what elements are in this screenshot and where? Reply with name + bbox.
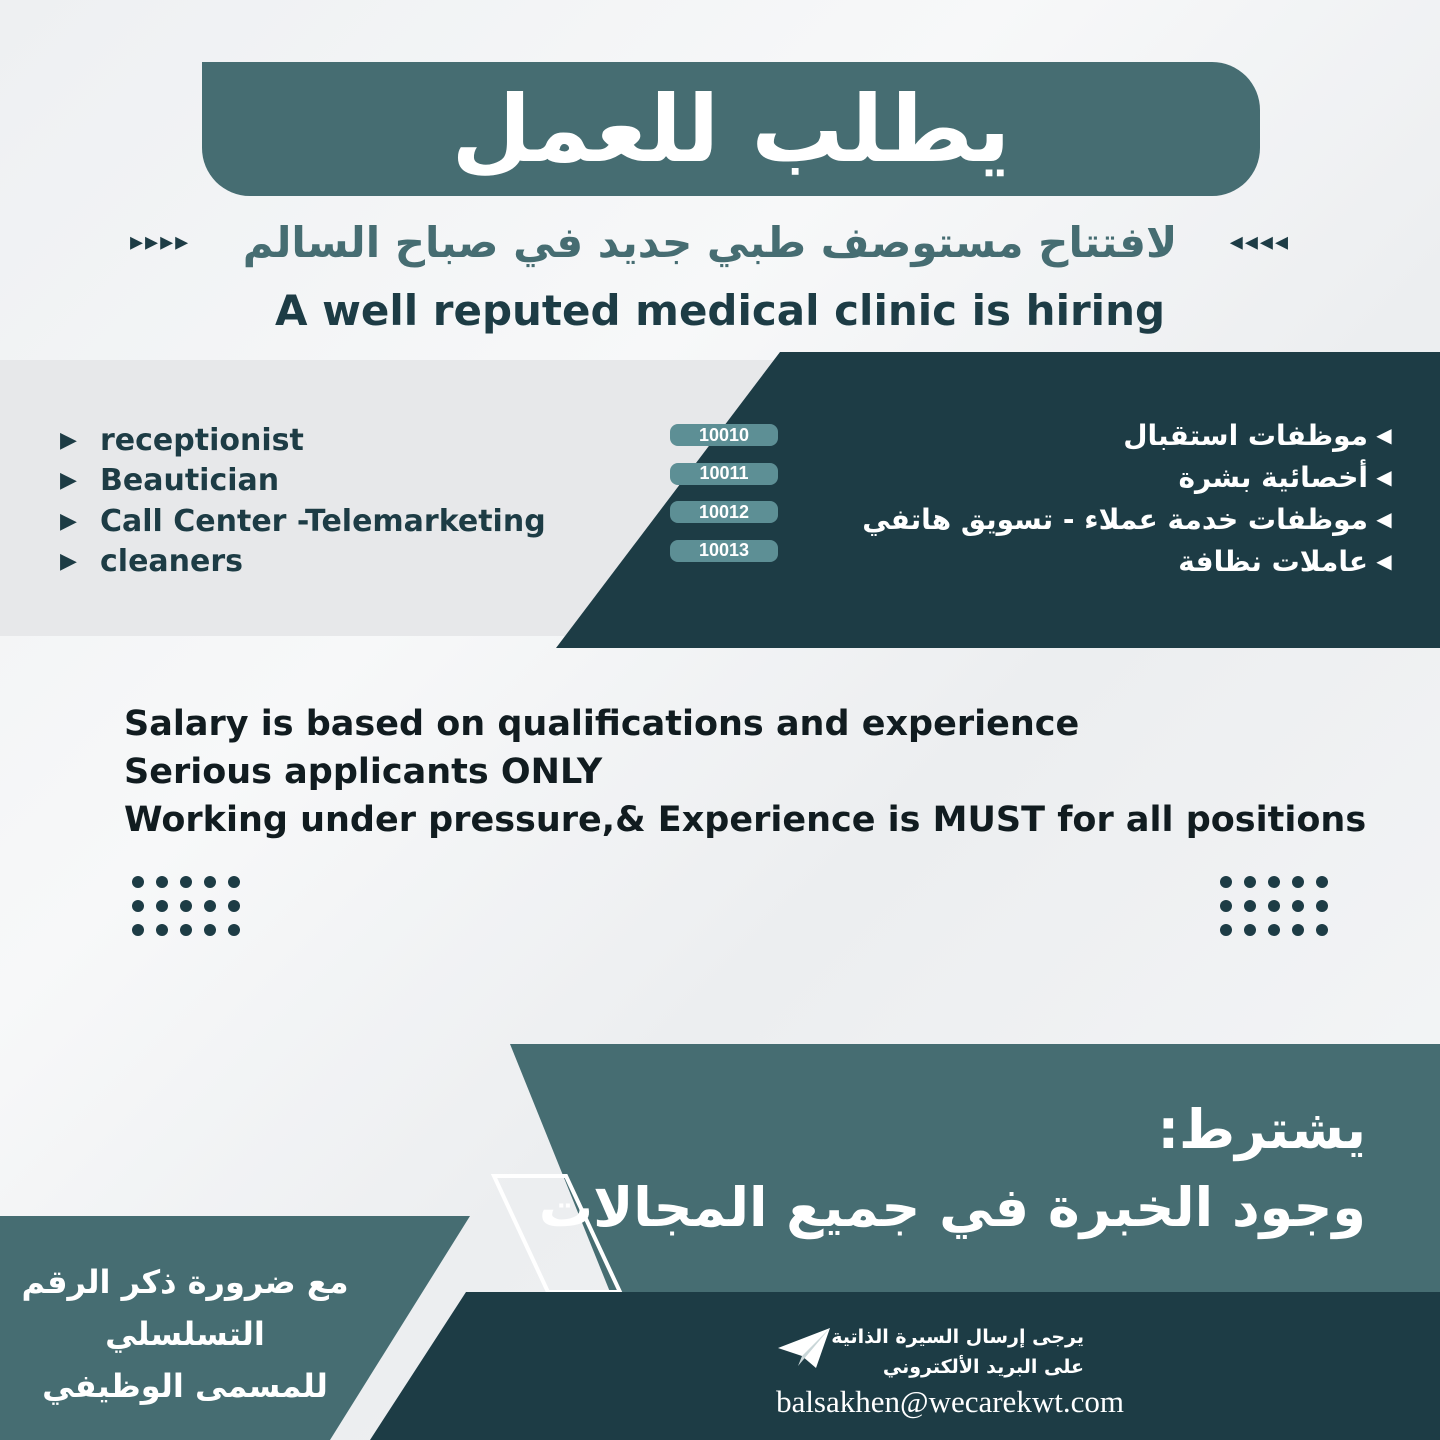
dot (180, 876, 192, 888)
dot (1220, 900, 1232, 912)
list-item (60, 542, 546, 583)
triangle-bullet-icon: ◀ (1376, 507, 1392, 531)
position-english: Call Center -Telemarketing (100, 503, 546, 539)
dot (1244, 876, 1256, 888)
position-code-badge: 10011 (670, 463, 778, 485)
dot (1244, 924, 1256, 936)
contact-email[interactable]: balsakhen@wecarekwt.com (776, 1384, 1124, 1419)
dot (132, 900, 144, 912)
serial-note (20, 1256, 350, 1412)
position-code-badge: 10012 (670, 501, 778, 523)
subtitle-arabic: لافتتاح مستوصف طبي جديد في صباح السالم (242, 217, 1178, 267)
condition-text: وجود الخبرة في جميع المجالات (538, 1176, 1366, 1239)
position-english: cleaners (100, 544, 244, 580)
position-english: Beautician (100, 463, 280, 499)
list-item (60, 501, 546, 542)
dot (204, 924, 216, 936)
position-arabic: موظفات استقبال (1123, 418, 1368, 452)
contact-block (760, 1322, 1140, 1420)
triangle-bullet-icon: ◀ (1376, 465, 1392, 489)
requirement-line: Serious applicants ONLY (124, 752, 603, 792)
header-banner (202, 62, 1260, 196)
list-item (862, 456, 1400, 498)
list-item (60, 461, 546, 502)
dot (204, 876, 216, 888)
dot (228, 924, 240, 936)
triangle-bullet-icon: ▶ (60, 508, 77, 534)
list-item (862, 540, 1400, 582)
position-english: receptionist (100, 422, 304, 458)
dot (180, 924, 192, 936)
position-arabic: عاملات نظافة (1178, 544, 1368, 578)
dot (1268, 924, 1280, 936)
requirements (124, 700, 1366, 844)
dot-grid-right (1220, 876, 1328, 936)
serial-note-line: مع ضرورة ذكر الرقم (21, 1263, 349, 1301)
requirement-line: Salary is based on qualifications and experience (124, 704, 1080, 744)
dot (1220, 924, 1232, 936)
dot (180, 900, 192, 912)
dot (1316, 924, 1328, 936)
dot (1220, 876, 1232, 888)
subtitle-english: A well reputed medical clinic is hiring (274, 286, 1166, 335)
dot (228, 900, 240, 912)
triangle-bullet-icon: ▶ (60, 427, 77, 453)
arrows-right-icon: ◂◂◂◂ (1229, 227, 1290, 257)
contact-line: يرجى إرسال السيرة الذاتية (831, 1326, 1084, 1348)
subtitle-row (130, 212, 1290, 272)
dot (1292, 900, 1304, 912)
dot (1292, 876, 1304, 888)
dot (1292, 924, 1304, 936)
dot (156, 900, 168, 912)
dot (1268, 876, 1280, 888)
dot (1316, 876, 1328, 888)
triangle-bullet-icon: ◀ (1376, 549, 1392, 573)
dot (132, 876, 144, 888)
position-code-badge: 10010 (670, 424, 778, 446)
header-title: يطلب للعمل (451, 75, 1011, 183)
dot (228, 876, 240, 888)
list-item (862, 414, 1400, 456)
serial-note-line: للمسمى الوظيفي (42, 1367, 328, 1405)
position-code-badge: 10013 (670, 540, 778, 562)
triangle-bullet-icon: ◀ (1376, 423, 1392, 447)
dot-grid-left (132, 876, 240, 936)
positions-english-list (60, 420, 546, 582)
condition-label: يشترط: (1157, 1098, 1366, 1161)
contact-line: على البريد الألكتروني (882, 1356, 1084, 1378)
list-item (60, 420, 546, 461)
dot (156, 924, 168, 936)
position-arabic: أخصائية بشرة (1178, 460, 1368, 494)
triangle-bullet-icon: ▶ (60, 549, 77, 575)
position-codes (670, 424, 778, 578)
requirement-line: Working under pressure,& Experience is MUST for all positions (124, 800, 1367, 840)
positions-arabic-list (862, 414, 1400, 582)
arrows-left-icon: ▸▸▸▸ (130, 227, 191, 257)
condition-panel (510, 1044, 1440, 1292)
position-arabic: موظفات خدمة عملاء - تسويق هاتفي (862, 502, 1368, 536)
dot (156, 876, 168, 888)
dot (1268, 900, 1280, 912)
triangle-bullet-icon: ▶ (60, 468, 77, 494)
dot (132, 924, 144, 936)
list-item (862, 498, 1400, 540)
dot (1316, 900, 1328, 912)
serial-note-line: التسلسلي (105, 1315, 265, 1353)
dot (204, 900, 216, 912)
dot (1244, 900, 1256, 912)
